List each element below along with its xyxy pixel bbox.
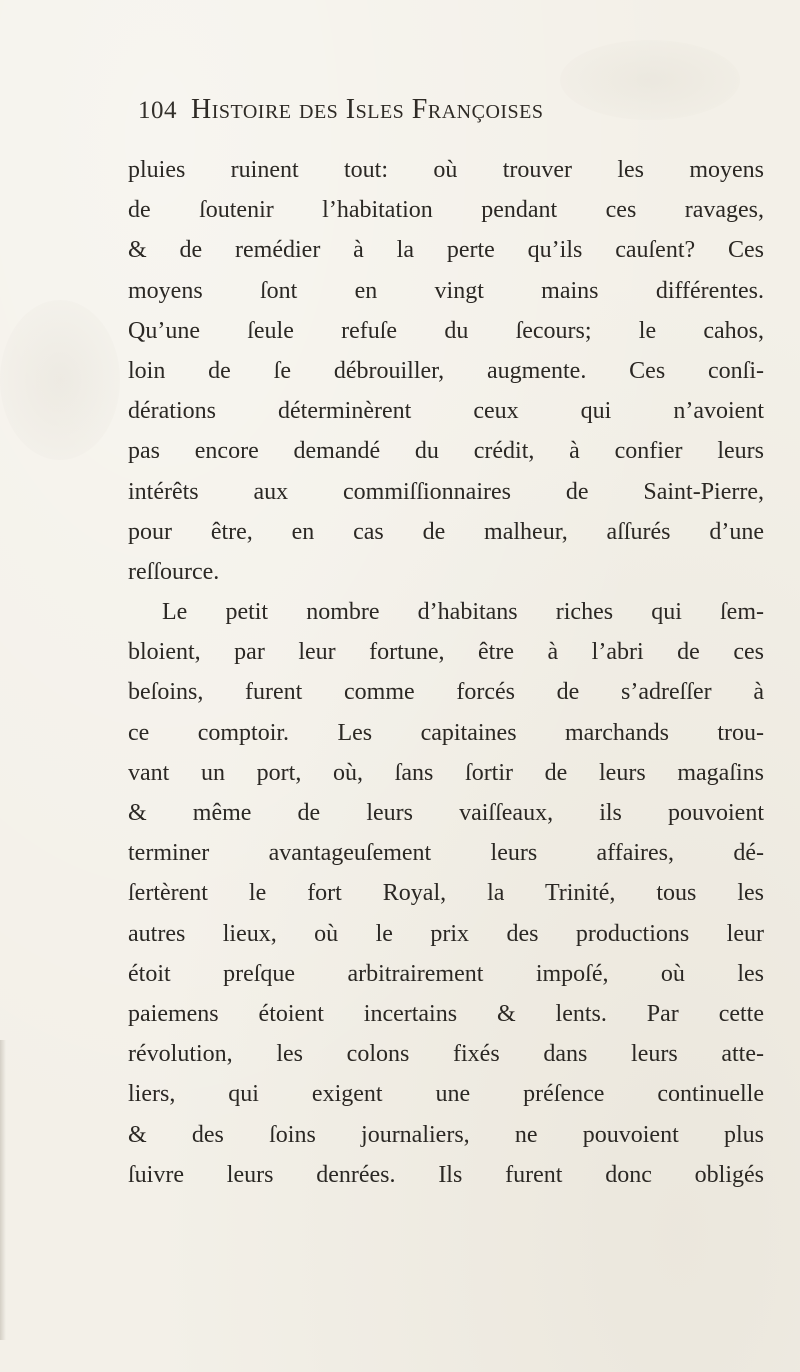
text-line: ce comptoir. Les capitaines marchands trou- xyxy=(128,719,764,746)
text-line: & même de leurs vaiſſeaux, ils pouvoient xyxy=(128,800,764,826)
page-edge-shadow xyxy=(0,1040,6,1340)
paper-stain xyxy=(0,300,120,460)
text-line: bloient, par leur fortune, être à l’abri de ces xyxy=(128,639,764,666)
text-line: pluies ruinent tout: où trouver les moyens xyxy=(128,157,764,183)
running-title: Histoire des Isles Françoises xyxy=(191,94,544,125)
text-line: terminer avantageuſement leurs affaires, dé- xyxy=(128,840,764,867)
text-line: ſertèrent le fort Royal, la Trinité, tous les xyxy=(128,880,764,907)
text-line: dérations déterminèrent ceux qui n’avoient xyxy=(128,398,764,425)
text-line: intérêts aux commiſſionnaires de Saint-Pierre, xyxy=(128,478,764,505)
text-line: Qu’une ſeule refuſe du ſecours; le cahos, xyxy=(128,317,764,344)
text-line: & des ſoins journaliers, ne pouvoient plus xyxy=(128,1121,764,1148)
body-text xyxy=(128,150,764,1195)
text-line: paiemens étoient incertains & lents. Par cette xyxy=(128,1000,764,1027)
text-line: & de remédier à la perte qu’ils cauſent? Ces xyxy=(128,237,764,264)
running-header xyxy=(138,94,758,134)
text-line: loin de ſe débrouiller, augmente. Ces conſi- xyxy=(128,357,764,384)
text-line: ſuivre leurs denrées. Ils furent donc obligés xyxy=(128,1161,764,1188)
text-line: moyens ſont en vingt mains différentes. xyxy=(128,277,764,304)
text-line: reſſource. xyxy=(128,558,220,585)
paragraph-start-line: Le petit nombre d’habitans riches qui ſem- xyxy=(162,599,764,626)
text-line: étoit preſque arbitrairement impoſé, où les xyxy=(128,960,764,987)
text-line: autres lieux, où le prix des productions leur xyxy=(128,920,764,947)
text-line: vant un port, où, ſans ſortir de leurs magaſins xyxy=(128,759,764,786)
text-line: pour être, en cas de malheur, aſſurés d’une xyxy=(128,518,764,545)
text-line: liers, qui exigent une préſence continuelle xyxy=(128,1081,764,1108)
page-number: 104 xyxy=(138,97,177,124)
text-line: pas encore demandé du crédit, à confier leurs xyxy=(128,438,764,465)
text-line: beſoins, furent comme forcés de s’adreſſer à xyxy=(128,679,764,706)
text-line: de ſoutenir l’habitation pendant ces ravages, xyxy=(128,197,764,224)
text-line: révolution, les colons fixés dans leurs atte- xyxy=(128,1041,764,1068)
